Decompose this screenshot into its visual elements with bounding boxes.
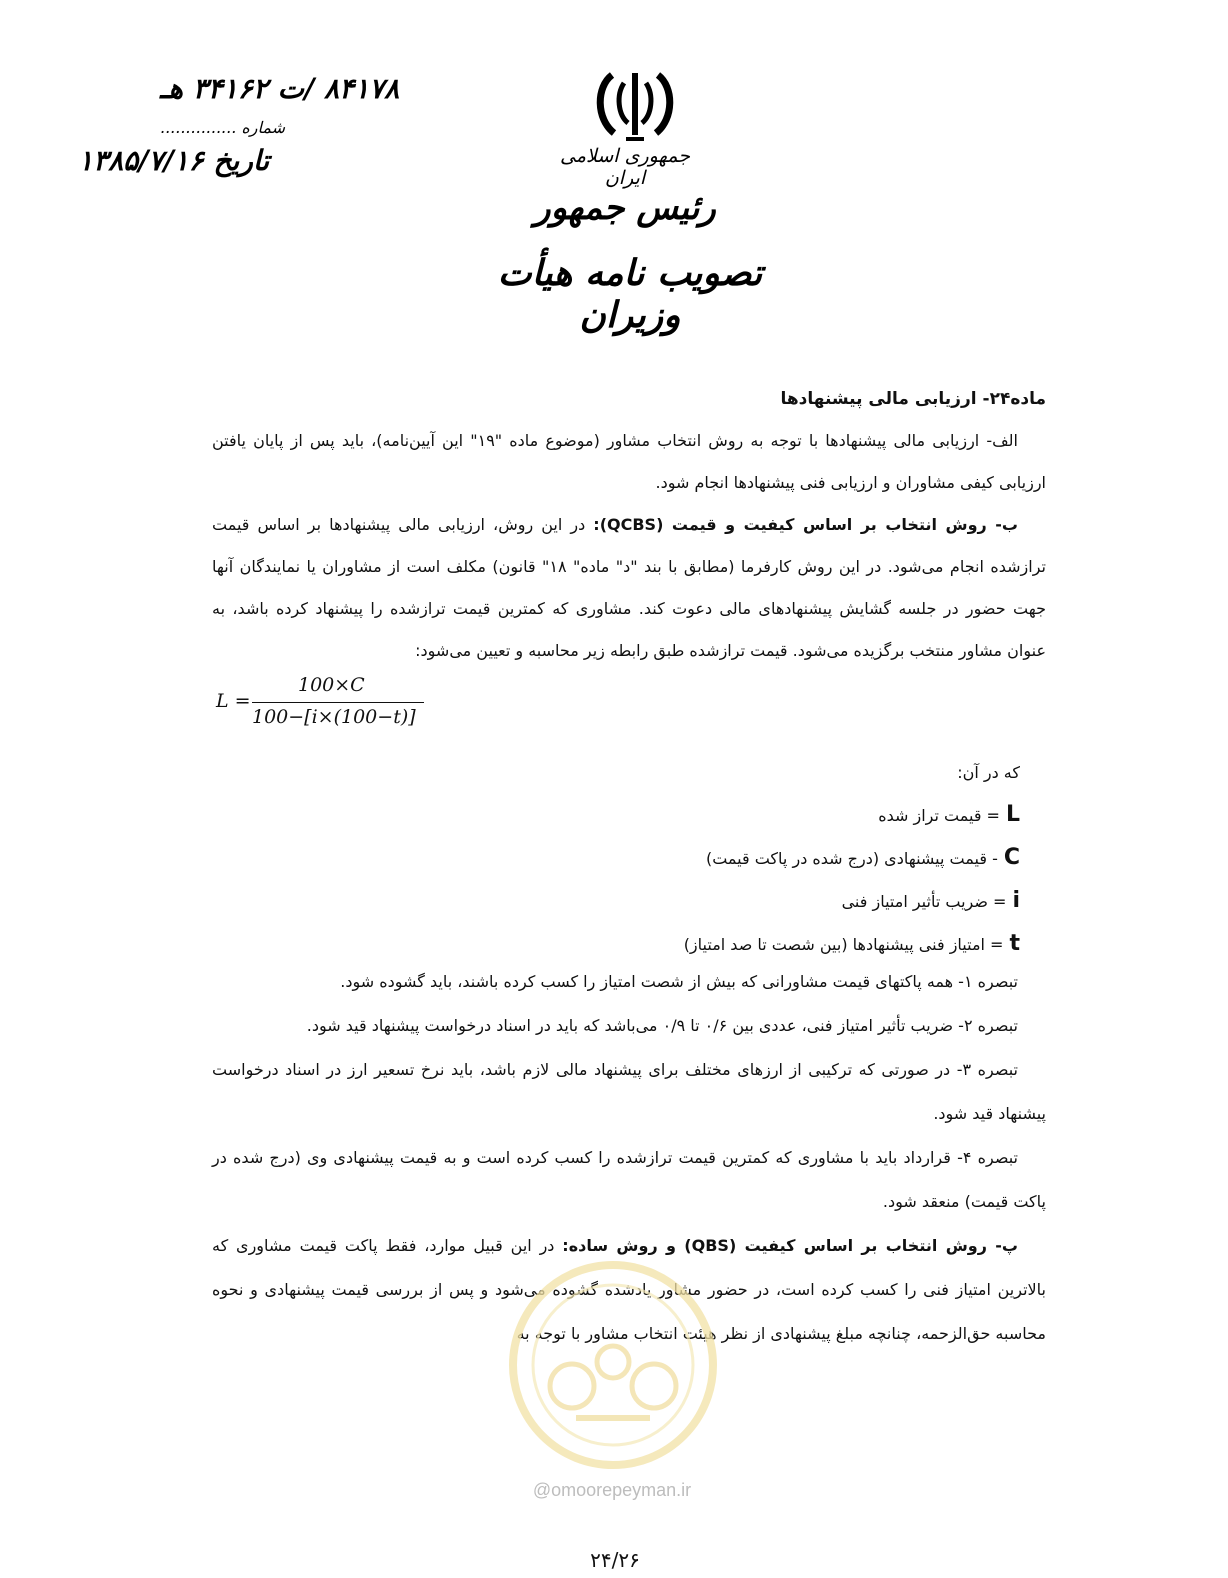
paragraph-b bbox=[212, 504, 1046, 672]
republic-title: جمهوری اسلامی ایران bbox=[560, 145, 690, 189]
formula-numerator: 100×C bbox=[298, 674, 365, 696]
definition-text: - قیمت پیشنهادی (درج شده در پاکت قیمت) bbox=[705, 849, 998, 868]
watermark-seal-icon bbox=[506, 1258, 720, 1472]
iran-emblem-icon bbox=[590, 65, 680, 145]
note-4: تبصره ۴- قرارداد باید با مشاوری که کمترین قیمت ترازشده را کسب کرده است و به قیمت پیشنهادی وی (درج شده در پاکت قیمت) منعقد شود. bbox=[212, 1148, 1046, 1211]
note-1: تبصره ۱- همه پاکتهای قیمت مشاورانی که بیش از شصت امتیاز را کسب کرده باشند، باید گشوده شود. bbox=[340, 972, 1018, 991]
paragraph-p-text: در این قبیل موارد، فقط پاکت قیمت مشاوری که بالاترین امتیاز فنی را کسب کرده است، در حضور مشاور یادشده گشوده می‌شود و پس از بررسی قیمت پیشنهادی و نحوه محاسبه حق‌الزحمه، چنانچه مبلغ پیشنهادی از نظر هیئت انتخاب مشاور با توجه به bbox=[212, 1236, 1046, 1343]
article-title: ماده۲۴- ارزیابی مالی پیشنهادها bbox=[780, 389, 1046, 409]
definition-item bbox=[600, 794, 1020, 837]
definition-text: = ضریب تأثیر امتیاز فنی bbox=[841, 892, 1007, 911]
formula-fraction-bar bbox=[252, 702, 424, 703]
definition-text: = قیمت تراز شده bbox=[878, 806, 1000, 825]
president-title: رئیس جمهور bbox=[534, 188, 716, 228]
definition-symbol: t bbox=[1009, 931, 1020, 956]
formula-lhs: L = bbox=[216, 690, 251, 712]
paragraph-p-heading: پ- روش انتخاب بر اساس کیفیت (QBS) و روش ساده: bbox=[562, 1236, 1019, 1255]
definition-item bbox=[600, 837, 1020, 880]
paragraph-b-text: در این روش، ارزیابی مالی پیشنهادها بر اساس قیمت ترازشده انجام می‌شود. در این روش کارفرما (مطابق با بند "د" ماده" ۱۸" قانون) مکلف است از مشاوران یا نمایندگان آنها جهت حضور در جلسه گشایش پیشنهادهای مالی دعوت کند. مشاوری که کمترین قیمت ترازشده را پیشنهاد کرده باشد، به عنوان مشاور منتخب برگزیده می‌شود. قیمت ترازشده طبق رابطه زیر محاسبه و تعیین می‌شود: bbox=[212, 515, 1047, 660]
paragraph-a bbox=[212, 420, 1046, 504]
number-label: شماره ............... bbox=[160, 118, 286, 137]
paragraph-b-heading: ب- روش انتخاب بر اساس کیفیت و قیمت (QCBS): bbox=[593, 515, 1018, 534]
definitions-intro: که در آن: bbox=[957, 763, 1020, 782]
definition-text: = امتیاز فنی پیشنهادها (بین شصت تا صد امتیاز) bbox=[683, 935, 1004, 954]
paragraph-a-text: الف- ارزیابی مالی پیشنهادها با توجه به روش انتخاب مشاور (موضوع ماده "۱۹" این آیین‌نامه)، باید پس از پایان یافتن ارزیابی کیفی مشاوران و ارزیابی فنی پیشنهادها انجام شود. bbox=[212, 431, 1046, 492]
article-body bbox=[212, 378, 1046, 672]
page-number: ۲۴/۲۶ bbox=[590, 1548, 640, 1572]
reference-number: ۸۴۱۷۸ /ت ۳۴۱۶۲ هـ bbox=[160, 72, 400, 105]
definition-symbol: i bbox=[1012, 888, 1020, 913]
variable-definitions bbox=[600, 752, 1020, 966]
definition-symbol: L bbox=[1005, 802, 1020, 827]
formula-denominator: 100−[i×(100−t)] bbox=[252, 706, 416, 728]
note-3: تبصره ۳- در صورتی که ترکیبی از ارزهای مختلف برای پیشنهاد مالی لازم باشد، باید نرخ تسعیر ارز در اسناد درخواست پیشنهاد قید شود. bbox=[212, 1060, 1046, 1123]
watermark-site: @omoorepeyman.ir bbox=[532, 1480, 692, 1500]
note-2: تبصره ۲- ضریب تأثیر امتیاز فنی، عددی بین ۰/۶ تا ۰/۹ می‌باشد که باید در اسناد درخواست پیشنهاد قید شود. bbox=[306, 1016, 1018, 1035]
price-formula bbox=[214, 672, 424, 738]
reference-date: تاریخ ۱۳۸۵/۷/۱۶ bbox=[78, 144, 270, 177]
definition-symbol: C bbox=[1003, 845, 1020, 870]
cabinet-title: تصویب نامه هیأت وزیران bbox=[497, 252, 763, 336]
definition-item bbox=[600, 880, 1020, 923]
